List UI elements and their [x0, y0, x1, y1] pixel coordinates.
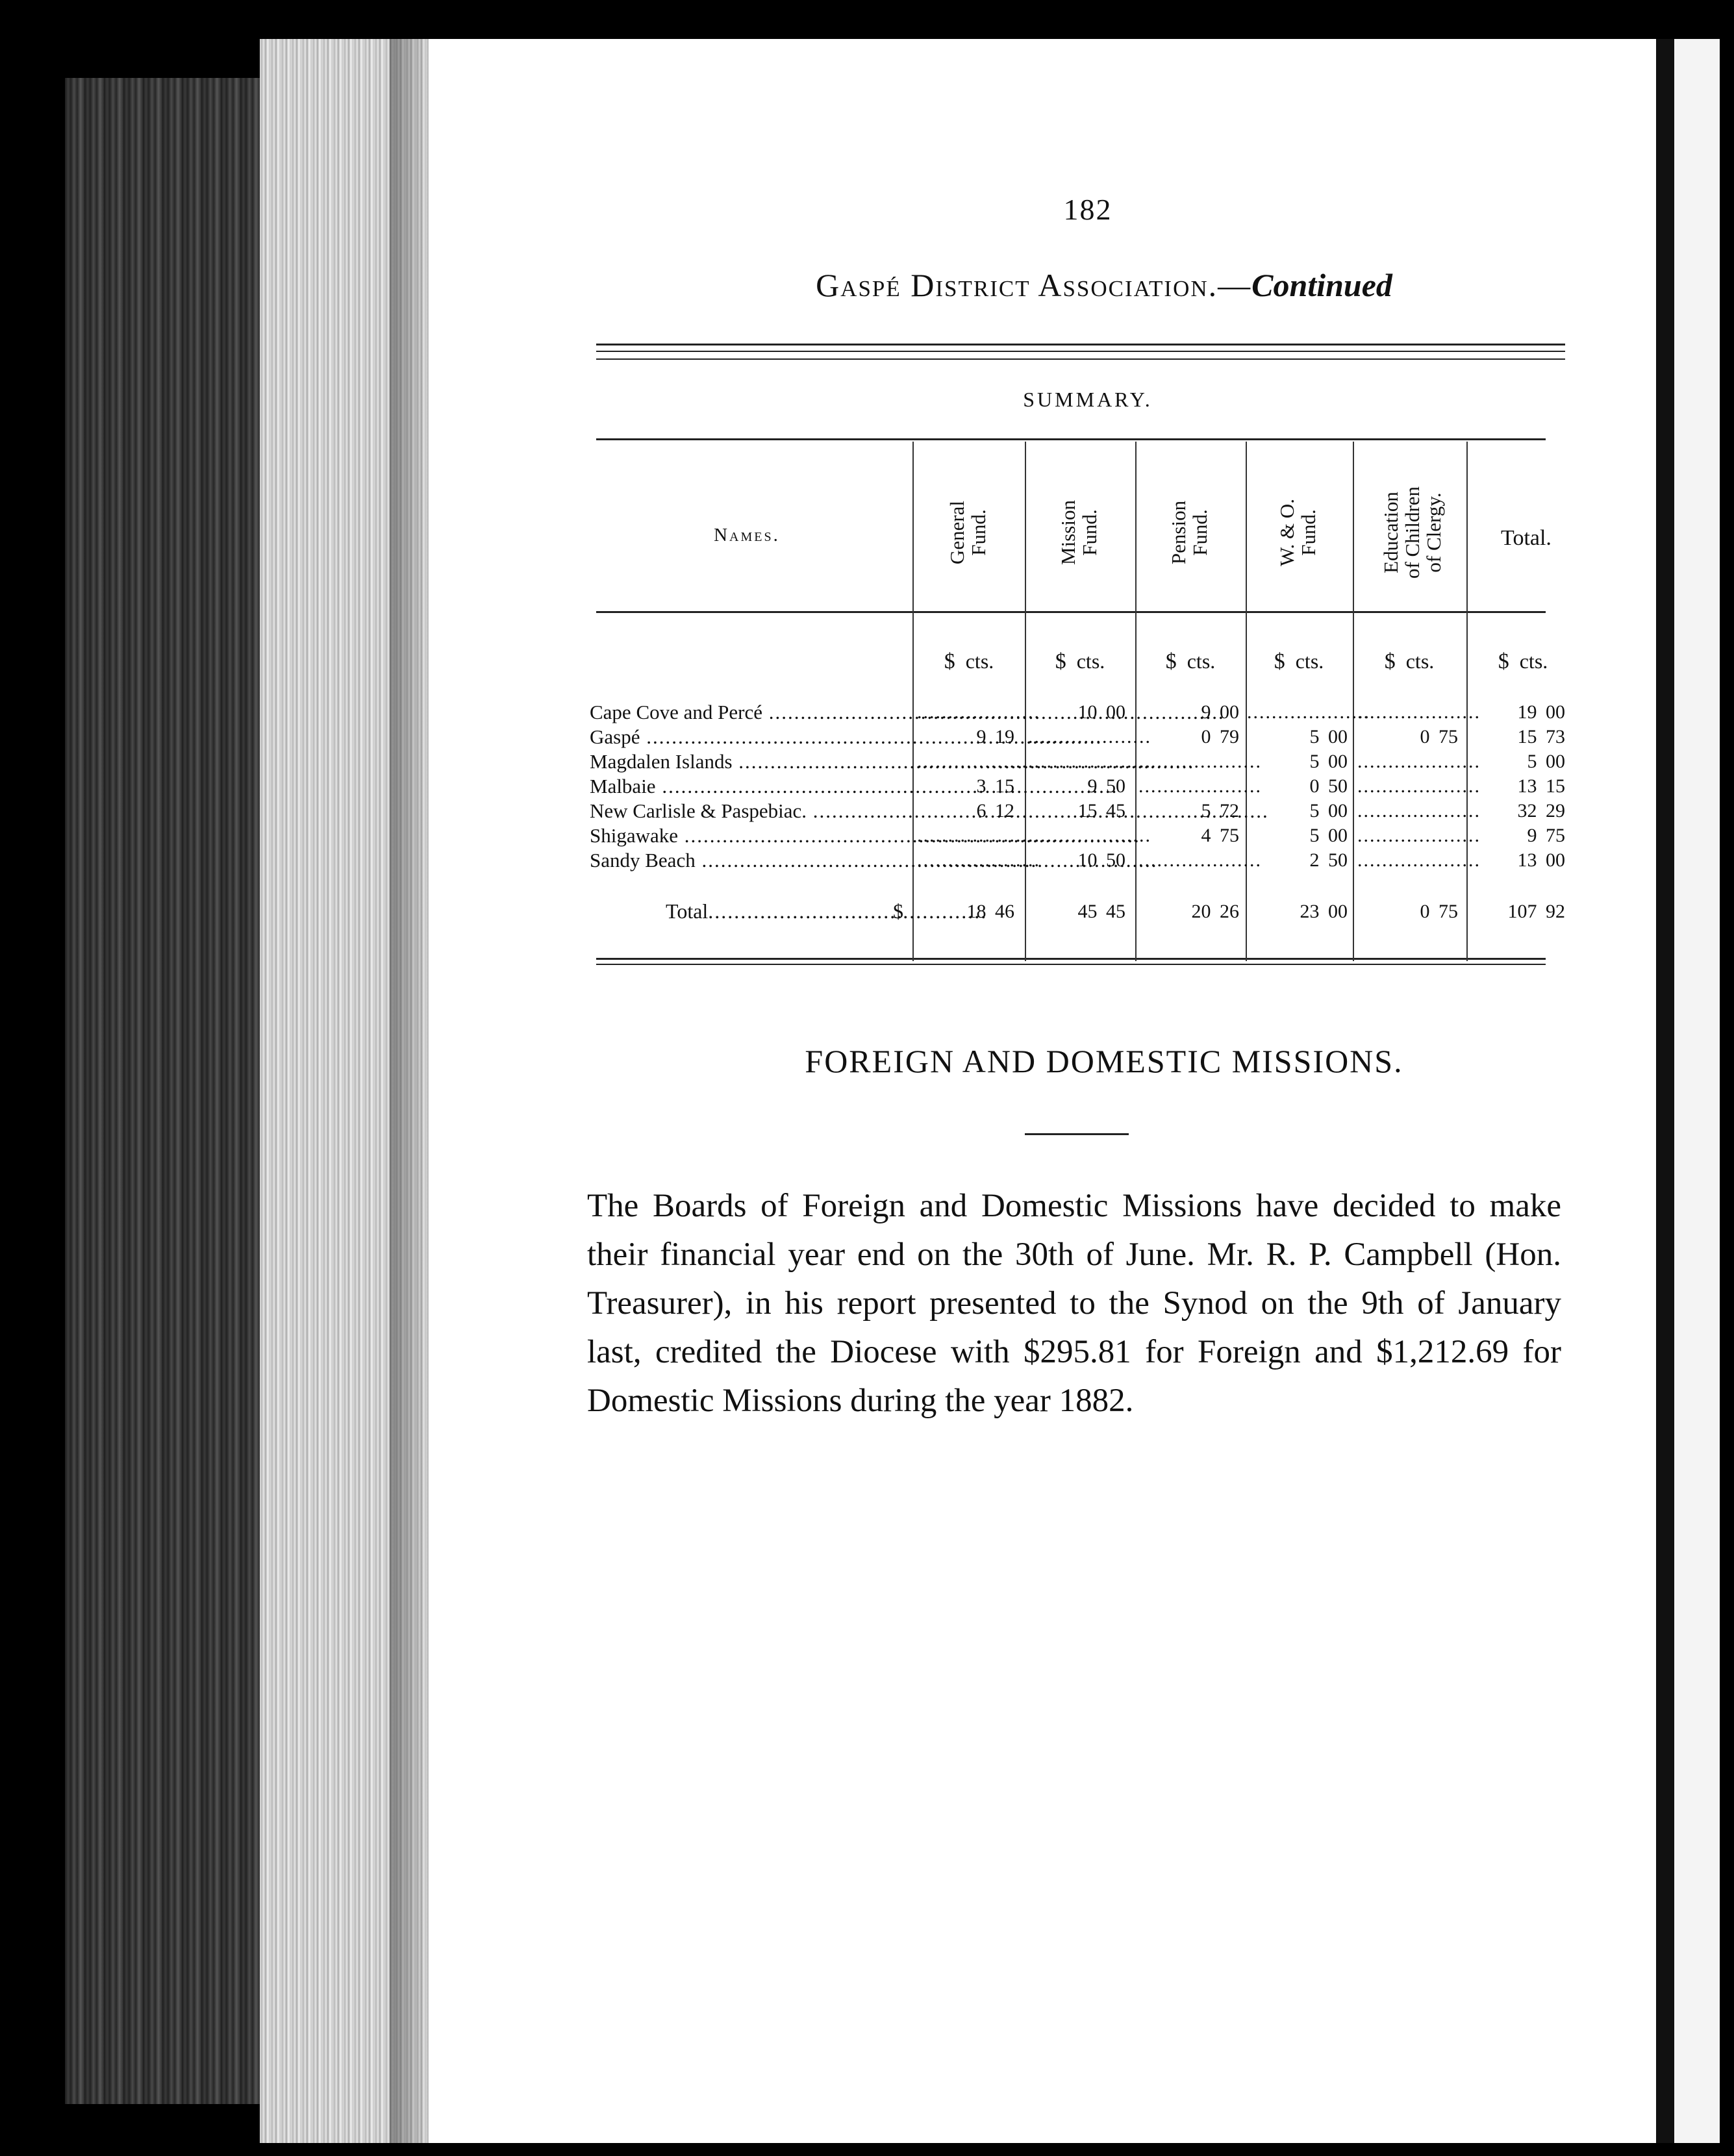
row-name: Gaspé .....: [590, 725, 905, 749]
cell-pension: 4 75: [1201, 825, 1239, 846]
cell-general-leader-dots: ....................: [917, 825, 1040, 846]
row-name: Malbaie .....: [590, 774, 905, 799]
cell-wo: 5 00: [1309, 825, 1348, 846]
row-name: Magdalen Islands .....: [590, 749, 905, 774]
header-education-fund: Education of Children of Clergy.: [1379, 486, 1445, 579]
cell-pension-leader-dots: ....................: [1138, 751, 1262, 772]
cell-wo: 0 50: [1309, 775, 1348, 797]
cell-wo: 2 50: [1309, 849, 1348, 871]
unit-total: $ cts.: [1498, 649, 1548, 673]
row-name: New Carlisle & Paspebiac. .....: [590, 799, 905, 823]
row-name: Cape Cove and Percé .....: [590, 700, 905, 725]
total-wo: 23 00: [1300, 901, 1348, 922]
cell-education-leader-dots: ....................: [1357, 775, 1481, 797]
total-pension: 20 26: [1191, 901, 1239, 922]
running-title: [649, 266, 1559, 304]
book-spine: [65, 78, 260, 2104]
cell-mission: 15 45: [1077, 800, 1125, 821]
page-sheet: [429, 39, 1656, 2143]
table-rule-header: [596, 611, 1546, 613]
cell-total: 9 75: [1527, 825, 1565, 846]
unit-wo: $ cts.: [1274, 649, 1324, 673]
header-general-fund: General Fund.: [946, 500, 990, 565]
cell-mission-leader-dots: ....................: [1028, 825, 1151, 846]
unit-education: $ cts.: [1384, 649, 1435, 673]
cell-total: 32 29: [1517, 800, 1565, 821]
cell-education-leader-dots: ....................: [1357, 825, 1481, 846]
cell-wo: 5 00: [1309, 751, 1348, 772]
cell-total: 19 00: [1517, 701, 1565, 723]
total-row-label: Total .....: [666, 899, 906, 923]
scanner-right-edge: [1656, 39, 1674, 2143]
table-rule-bottom-2: [596, 964, 1546, 965]
cell-wo: 5 00: [1309, 800, 1348, 821]
header-pension-fund: Pension Fund.: [1167, 500, 1211, 565]
header-rule-third: [596, 358, 1565, 360]
unit-mission: $ cts.: [1055, 649, 1105, 673]
cell-pension-leader-dots: ....................: [1138, 775, 1262, 797]
table-rule-bottom: [596, 958, 1546, 960]
page-number: 182: [1063, 193, 1112, 226]
total-row-currency: $: [893, 899, 903, 923]
cell-general-leader-dots: ....................: [917, 849, 1040, 871]
cell-general: 9 19: [976, 726, 1014, 747]
cell-general-leader-dots: ....................: [917, 701, 1040, 723]
row-name: Sandy Beach .....: [590, 848, 905, 873]
cell-mission: 9 50: [1087, 775, 1125, 797]
running-title-main: Gaspé District Association.—: [816, 267, 1252, 303]
total-general: 18 46: [966, 901, 1014, 922]
cell-general-leader-dots: ....................: [917, 751, 1040, 772]
page-edge-shadow: [390, 39, 429, 2143]
section-heading: FOREIGN AND DOMESTIC MISSIONS.: [805, 1043, 1403, 1079]
total-grand: 107 92: [1507, 901, 1565, 922]
names-header: Names.: [714, 525, 780, 545]
cell-mission-leader-dots: ....................: [1028, 726, 1151, 747]
header-mission-fund: Mission Fund.: [1057, 500, 1101, 565]
section-rule: [1025, 1133, 1129, 1135]
cell-pension-leader-dots: ....................: [1138, 849, 1262, 871]
body-paragraph: The Boards of Foreign and Domestic Missions have decided to make their financial year end on the 30th of June. Mr. R. P. Campbell (Hon. Treasurer), in his report presented to the Synod on the 9th of January last, credited the Diocese with $295.81 for Foreign and $1,212.69 for Domestic Missions during the year 1882.: [587, 1188, 1561, 1419]
cell-total: 13 15: [1517, 775, 1565, 797]
unit-pension: $ cts.: [1165, 649, 1216, 673]
unit-general: $ cts.: [944, 649, 994, 673]
header-wo-fund: W. & O. Fund.: [1275, 499, 1320, 566]
header-rule-top: [596, 344, 1565, 345]
cell-education-leader-dots: ....................: [1357, 849, 1481, 871]
cell-education-leader-dots: ....................: [1357, 751, 1481, 772]
cell-education: 0 75: [1420, 726, 1458, 747]
cell-pension: 5 72: [1201, 800, 1239, 821]
cell-education-leader-dots: ....................: [1357, 800, 1481, 821]
running-title-continued: Continued: [1251, 267, 1392, 303]
summary-label: SUMMARY.: [1023, 388, 1153, 411]
cell-education-leader-dots: ....................: [1357, 701, 1481, 723]
cell-mission: 10 00: [1077, 701, 1125, 723]
cell-mission: 10 50: [1077, 849, 1125, 871]
header-total: Total.: [1501, 526, 1552, 550]
facing-page-edge: [1674, 39, 1720, 2143]
cell-total: 5 00: [1527, 751, 1565, 772]
cell-general: 6 12: [976, 800, 1014, 821]
total-education: 0 75: [1420, 901, 1458, 922]
cell-pension: 0 79: [1201, 726, 1239, 747]
cell-wo-leader-dots: ....................: [1247, 701, 1370, 723]
cell-total: 13 00: [1517, 849, 1565, 871]
cell-mission-leader-dots: ....................: [1028, 751, 1151, 772]
cell-total: 15 73: [1517, 726, 1565, 747]
cell-general: 3 15: [976, 775, 1014, 797]
header-rule-bottom: [596, 351, 1565, 352]
row-name: Shigawake .....: [590, 823, 905, 848]
cell-wo: 5 00: [1309, 726, 1348, 747]
cell-pension: 9 00: [1201, 701, 1239, 723]
total-mission: 45 45: [1077, 901, 1125, 922]
table-rule-top: [596, 438, 1546, 440]
